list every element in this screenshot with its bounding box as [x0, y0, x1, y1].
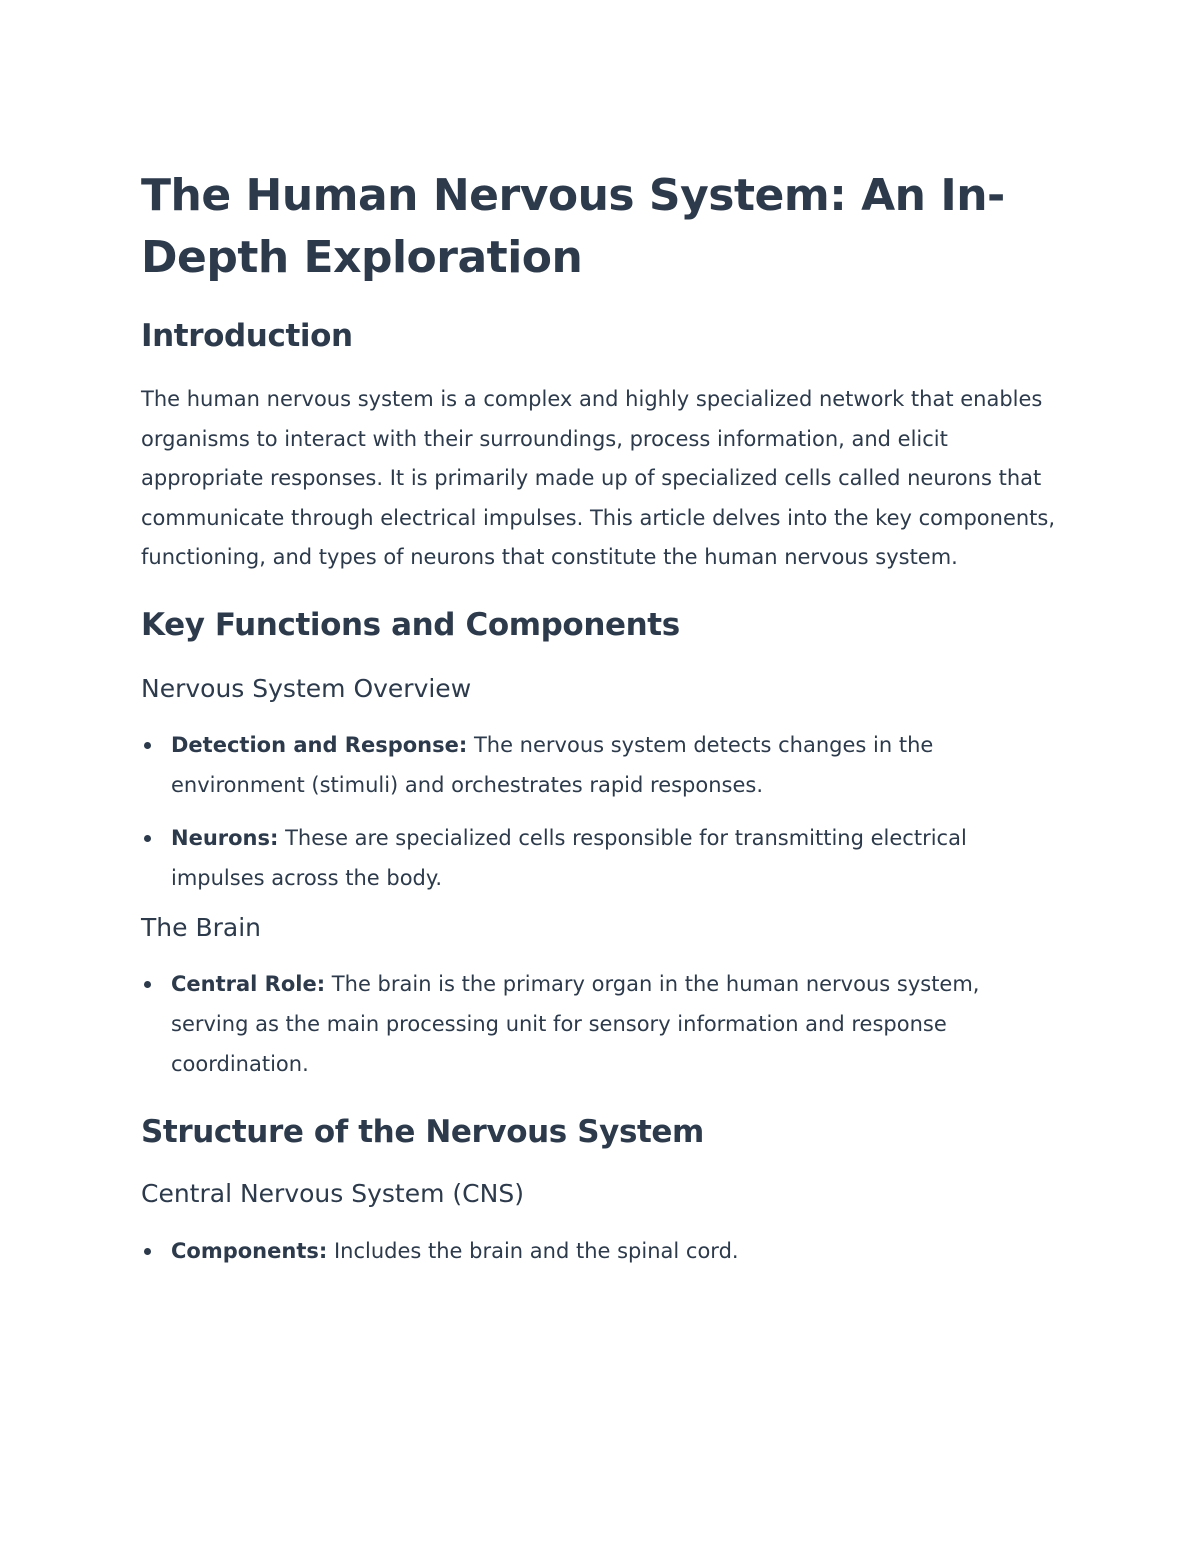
document-title: The Human Nervous System: An In-Depth Exploration: [141, 170, 1005, 283]
list-item: [141, 726, 1061, 805]
brain-list: [141, 965, 1061, 1084]
subsection-heading-overview: Nervous System Overview: [141, 673, 472, 703]
bullet-icon: [144, 835, 151, 842]
subsection-heading-cns: Central Nervous System (CNS): [141, 1179, 524, 1209]
introduction-paragraph: The human nervous system is a complex and highly specialized network that enables organisms to interact with their surroundings, process information, and elicit appropriate responses. It is primarily made up of specialized cells called neurons that communicate through electrical impulses. This article delves into the key components, functioning, and types of neurons that constitute the human nervous system.: [141, 387, 1056, 570]
section-heading-key-functions: Key Functions and Components: [141, 606, 680, 643]
list-item-text: The brain is the primary organ in the human nervous system, serving as the main processing unit for sensory information and response coordination.: [171, 972, 980, 1076]
list-item: [141, 1232, 1061, 1272]
cns-list: [141, 1232, 1061, 1272]
list-item: [141, 965, 1061, 1084]
bullet-icon: [144, 981, 151, 988]
list-item-term: Detection and Response:: [171, 732, 468, 757]
list-item-text: These are specialized cells responsible for transmitting electrical impulses across the body.: [171, 826, 967, 890]
bullet-icon: [144, 1248, 151, 1255]
list-item-text: The nervous system detects changes in the environment (stimuli) and orchestrates rapid responses.: [171, 732, 934, 797]
subsection-heading-brain: The Brain: [141, 913, 261, 943]
section-heading-introduction: Introduction: [141, 318, 353, 354]
list-item-term: Central Role:: [171, 972, 326, 997]
document-page: [141, 165, 1061, 1272]
list-item: [141, 819, 1061, 898]
list-item-term: Neurons:: [171, 826, 279, 851]
overview-list: [141, 726, 1061, 898]
section-heading-structure: Structure of the Nervous System: [141, 1114, 704, 1151]
list-item-text: Includes the brain and the spinal cord.: [327, 1239, 739, 1264]
bullet-icon: [144, 742, 151, 749]
list-item-term: Components:: [171, 1239, 328, 1264]
